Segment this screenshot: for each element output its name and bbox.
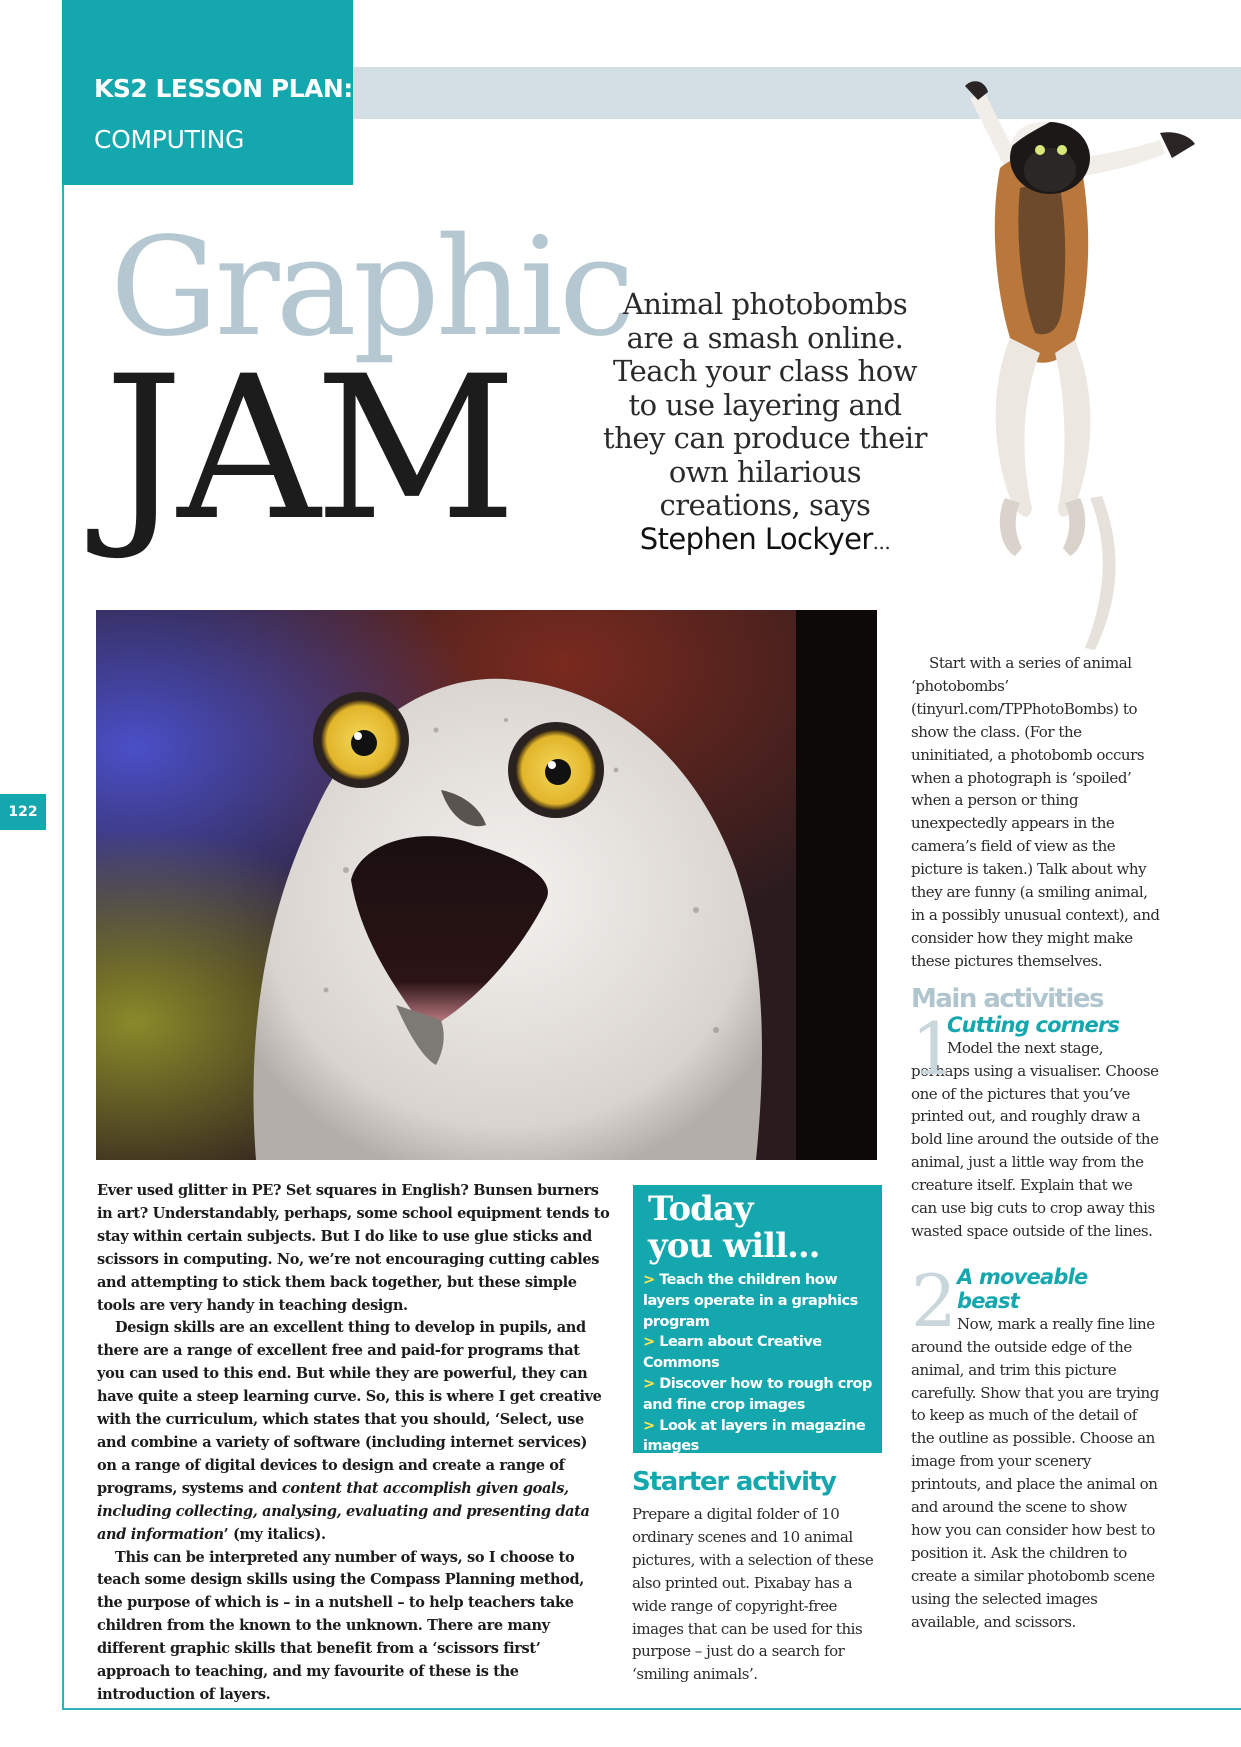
main-activities-heading: Main activities bbox=[911, 983, 1103, 1014]
objective-item: > Teach the children how layers operate in a graphics program bbox=[643, 1270, 879, 1332]
section-subject: COMPUTING bbox=[94, 125, 245, 154]
today-you-will-box bbox=[633, 1185, 882, 1453]
step-2-title: A moveable beast bbox=[957, 1264, 1088, 1313]
frame-left-rule bbox=[62, 185, 64, 1710]
objectives-list bbox=[643, 1270, 879, 1457]
starter-activity-heading: Starter activity bbox=[632, 1467, 836, 1497]
step-1-number: 1 bbox=[911, 1006, 957, 1091]
step-1-text: Model the next stage, perhaps using a visualiser. Choose one of the pictures that you’ve printed out, and roughly draw a bold line around the outside of the animal, just a little way from the creature itself. Explain that we can use big cuts to crop away this wasted space outside of the lines. bbox=[911, 1038, 1159, 1240]
today-title-line-1: Today bbox=[648, 1189, 753, 1229]
today-title-line-2: you will... bbox=[648, 1226, 820, 1266]
right-column bbox=[911, 652, 1161, 1634]
today-box-title bbox=[648, 1191, 820, 1265]
page-number: 122 bbox=[0, 794, 46, 830]
lemur-photo bbox=[910, 78, 1240, 658]
body-paragraph-1: Ever used glitter in PE? Set squares in English? Bunsen burners in art? Understandably, perhaps, some school equipment tends to stay within certain subjects. But I do like to use glue sticks and scissors in computing. No, we’re not encouraging cutting cables and attempting to stick them back together, but these simple tools are very handy in teaching design. bbox=[97, 1182, 610, 1314]
byline-ellipsis: ... bbox=[872, 529, 891, 554]
frame-bottom-rule bbox=[62, 1708, 1241, 1710]
body-paragraph-2-italic: content that accomplish given goals, including collecting, analysing, evaluating and presenting data and information bbox=[97, 1479, 590, 1543]
objective-item: > Discover how to rough crop and fine crop images bbox=[643, 1374, 879, 1416]
step-2-number: 2 bbox=[911, 1258, 957, 1343]
body-paragraph-3: This can be interpreted any number of ways, so I choose to teach some design skills using the Compass Planning method, the purpose of which is – in a nutshell – to help teachers take children from the known to the unknown. There are many different graphic skills that benefit from a ‘scissors first’ approach to teaching, and my favourite of these is the introduction of layers. bbox=[97, 1548, 584, 1703]
step-1-title: Cutting corners bbox=[947, 1012, 1120, 1037]
standfirst bbox=[600, 288, 930, 559]
step-2-text: Now, mark a really fine line around the outside edge of the animal, and trim this picture carefully. Show that you are trying to keep as much of the detail of the outline as possible. Choose an image from your scenery printouts, and place the animal on and around the scene to show how you can consider how best to position it. Ask the children to create a similar photobomb scene using the selected images available, and scissors. bbox=[911, 1314, 1159, 1631]
step-1 bbox=[911, 1006, 1161, 1243]
intro-paragraph: Start with a series of animal ‘photobombs’ (tinyurl.com/TPPhotoBombs) to show the class. (For the uninitiated, a photobomb occurs when a photograph is ‘spoiled’ when a person or thing unexpectedly appears in the camera’s field of view as the picture is taken.) Talk about why they are funny (a smiling animal, in a possibly unusual context), and consider how they might make these pictures themselves. bbox=[911, 654, 1160, 970]
body-text bbox=[97, 1180, 611, 1707]
body-paragraph-2 bbox=[97, 1317, 611, 1546]
body-paragraph-2-end: ’ (my italics). bbox=[223, 1525, 326, 1543]
standfirst-text: Animal photobombs are a smash online. Teach your class how to use layering and they can produce their own hilarious creations, says bbox=[603, 287, 927, 522]
objective-item: > Learn about Creative Commons bbox=[643, 1332, 879, 1374]
title-graphic: Graphic bbox=[110, 209, 632, 367]
step-2 bbox=[911, 1258, 1161, 1634]
objective-item: > Look at layers in magazine images bbox=[643, 1416, 879, 1458]
title-jam: JAM bbox=[104, 333, 512, 564]
body-paragraph-2-start: Design skills are an excellent thing to develop in pupils, and there are a range of excellent free and paid-for programs that you can used to this end. But while they are powerful, they can have quite a steep learning curve. So, this is where I get creative with the curriculum, which states that you should, ‘Select, use and combine a variety of software (including internet services) on a range of digital devices to design and create a range of programs, systems and bbox=[97, 1319, 602, 1497]
section-kicker: KS2 LESSON PLAN: bbox=[94, 74, 353, 103]
starter-activity-text: Prepare a digital folder of 10 ordinary scenes and 10 animal pictures, with a selection of these also printed out. Pixabay has a wide range of copyright-free images that can be used for this purpose – just do a search for ‘smiling animals’. bbox=[632, 1505, 874, 1684]
owl-photo bbox=[96, 610, 877, 1160]
author-byline: Stephen Lockyer bbox=[639, 521, 873, 556]
